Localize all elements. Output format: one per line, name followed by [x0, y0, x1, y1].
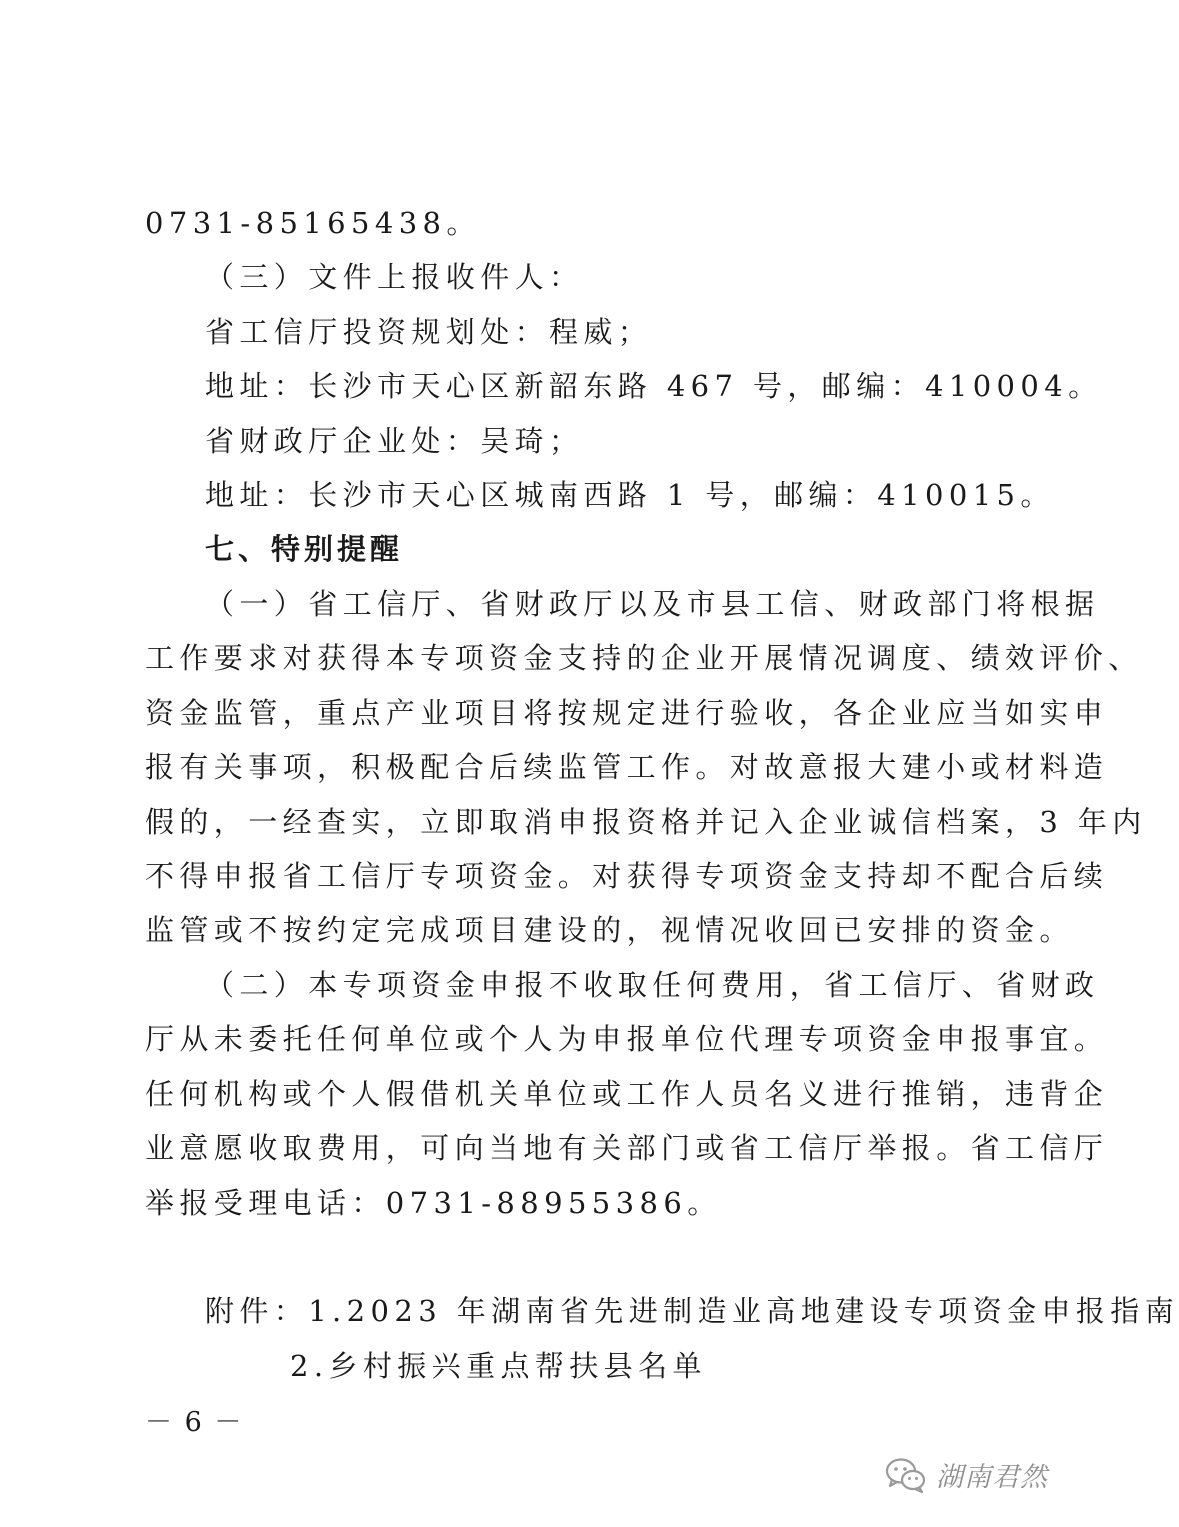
- paragraph-line: 厅从未委托任何单位或个人为申报单位代理专项资金申报事宜。: [145, 1022, 1109, 1056]
- watermark-text: 湖南君然: [936, 1462, 1048, 1493]
- paragraph-line: 假的，一经查实，立即取消申报资格并记入企业诚信档案，3 年内: [145, 805, 1147, 839]
- paragraph-line: 报有关事项，积极配合后续监管工作。对故意报大建小或材料造: [145, 750, 1109, 784]
- paragraph-line: 任何机构或个人假借机关单位或工作人员名义进行推销，违背企: [145, 1077, 1109, 1111]
- text-line-phone-cont: 0731-85165438。: [145, 206, 481, 240]
- text-line-recipient-2: 省财政厅企业处：吴琦；: [205, 424, 584, 458]
- text-line-recipient-1: 省工信厅投资规划处：程威；: [205, 315, 653, 349]
- paragraph-line: 资金监管，重点产业项目将按规定进行验收，各企业应当如实申: [145, 696, 1109, 730]
- paragraph-line: 监管或不按约定完成项目建设的，视情况收回已安排的资金。: [145, 913, 1074, 947]
- watermark: [884, 1455, 1048, 1494]
- text-line-recipients-heading: （三）文件上报收件人：: [205, 260, 584, 294]
- wechat-icon: [884, 1456, 928, 1494]
- paragraph-line: 工作要求对获得本专项资金支持的企业开展情况调度、绩效评价、: [145, 641, 1143, 675]
- paragraph-line: 举报受理电话：0731-88955386。: [145, 1186, 722, 1220]
- paragraph-line: 不得申报省工信厅专项资金。对获得专项资金支持却不配合后续: [145, 859, 1109, 893]
- paragraph-line: （一）省工信厅、省财政厅以及市县工信、财政部门将根据: [205, 587, 1100, 621]
- section-heading-reminder: 七、特别提醒: [205, 532, 404, 566]
- attachment-line-2: 2.乡村振兴重点帮扶县名单: [290, 1349, 707, 1383]
- text-line-address-2: 地址：长沙市天心区城南西路 1 号，邮编：410015。: [205, 478, 1055, 512]
- attachment-line-1: 附件：1.2023 年湖南省先进制造业高地建设专项资金申报指南: [205, 1294, 1179, 1328]
- paragraph-line: （二）本专项资金申报不收取任何费用，省工信厅、省财政: [205, 968, 1100, 1002]
- paragraph-line: 业意愿收取费用，可向当地有关部门或省工信厅举报。省工信厅: [145, 1131, 1109, 1165]
- page-number: － 6 －: [145, 1407, 244, 1438]
- text-line-address-1: 地址：长沙市天心区新韶东路 467 号，邮编：410004。: [205, 369, 1103, 403]
